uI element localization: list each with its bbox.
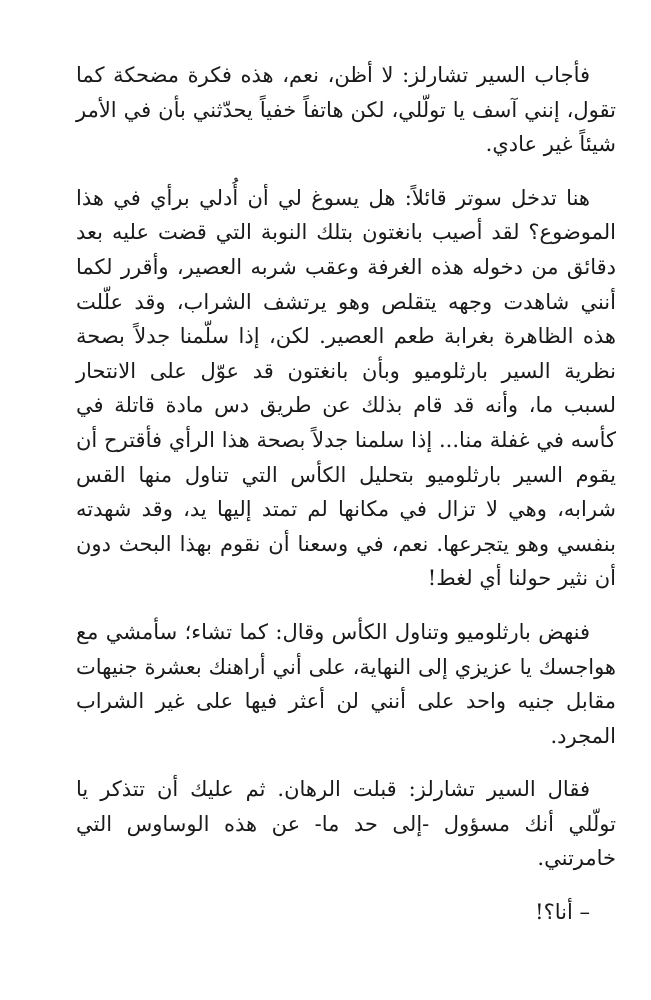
- paragraph-bartholomew-bet: فنهض بارثلوميو وتناول الكأس وقال: كما تشاء؛ سأمشي مع هواجسك يا عزيزي إلى النهاية، على أني أراهنك بعشرة جنيهات مقابل جنيه واحد على أنني لن أعثر فيها على غير الشراب المجرد.: [76, 619, 616, 748]
- paragraph-charles-accepts: فقال السير تشارلز: قبلت الرهان. ثم عليك أن تتذكر يا تولّلي أنك مسؤول -إلى حد ما- عن هذه الوساوس التي خامرتني.: [76, 777, 616, 871]
- paragraph-satterthwaite-proposal: هنا تدخل سوتر قائلاً: هل يسوغ لي أن أُدلي برأي في هذا الموضوع؟ لقد أصيب بانغتون بتلك النوبة التي قضت عليه بعد دقائق من دخوله هذه الغرفة وعقب شربه العصير، وأقرر لكما أنني شاهدت وجهه يتقلص وهو يرتشف الشراب، وقد علّلت هذه الظاهرة بغرابة طعم العصير. لكن، إذا سلّمنا جدلاً بصحة نظرية السير بارثلوميو وبأن بانغتون قد عوّل على الانتحار لسبب ما، وأنه قد قام بذلك عن طريق دس مادة قاتلة في كأسه في غفلة منا... إذا سلمنا جدلاً بصحة هذا الرأي فأقترح أن يقوم السير بارثلوميو بتحليل الكأس التي تناول منها القس شرابه، وهي لا تزال في مكانها لم تمتد إليها يد، وقد شهدته بنفسي وهو يتجرعها. نعم، في وسعنا أن نقوم بهذا البحث دون أن نثير حولنا أي لغط!: [76, 185, 616, 591]
- book-page: [76, 58, 616, 930]
- dialogue-line: – أنا؟!: [535, 900, 590, 925]
- paragraph-charles-reply: فأجاب السير تشارلز: لا أظن، نعم، هذه فكرة مضحكة كما تقول، إنني آسف يا تولّلي، لكن هاتفاً خفياً يحدّثني بأن في الأمر شيئاً غير عادي.: [76, 63, 616, 157]
